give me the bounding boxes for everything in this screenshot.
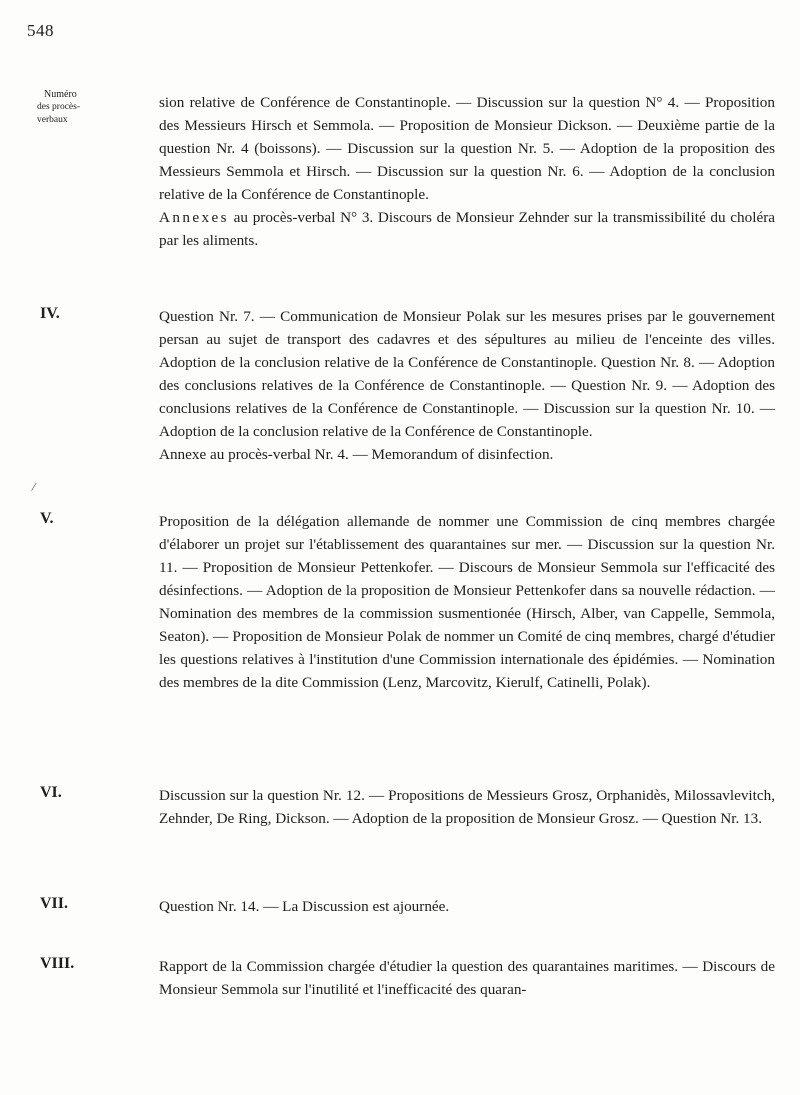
- section-text: [159, 510, 775, 694]
- section-iv: [40, 305, 780, 466]
- section-v: [40, 510, 780, 694]
- paragraph: [159, 895, 775, 918]
- paragraph-text: Question Nr. 14. — La Discussion est ajournée.: [159, 898, 450, 915]
- section-viii: [40, 955, 780, 1001]
- paragraph-text: Proposition de la délégation allemande de nommer une Commission de cinq membres chargée d'élaborer un projet sur l'établissement des quarantaines sur mer. — Discussion sur la question Nr. 11. — Proposition de Monsieur Pettenkofer. — Discours de Monsieur Semmola sur l'efficacité des désinfections. — Adoption de la proposition de Monsieur Pettenkofer dans sa nouvelle rédaction. — Nomination des membres de la commission susmentionée (Hirsch, Alber, van Cappelle, Semmola, Seaton). — Proposition de Monsieur Polak de nommer un Comité de cinq membres, chargé d'étudier les questions relatives à l'institution d'une Commission internationale des épidémies. — Nomination des membres de la dite Commission (Lenz, Marcovitz, Kierulf, Catinelli, Polak).: [159, 513, 775, 691]
- section-text: [159, 895, 775, 918]
- section-number: IV.: [40, 305, 60, 322]
- section-text: [159, 305, 775, 466]
- paragraph: [159, 91, 775, 206]
- section-text: [159, 91, 775, 252]
- paragraph: [159, 206, 775, 252]
- section-number: VIII.: [40, 955, 75, 972]
- paragraph-text: sion relative de Conférence de Constantinople. — Discussion sur la question N° 4. — Proposition des Messieurs Hirsch et Semmola. — Proposition de Monsieur Dickson. — Deuxième partie de la question Nr. 4 (boissons). — Discussion sur la question Nr. 5. — Adoption de la proposition des Messieurs Semmola et Hirsch. — Discussion sur la question Nr. 6. — Adoption de la conclusion relative de la Conférence de Constantinople.: [159, 94, 775, 203]
- section-number: VI.: [40, 784, 62, 801]
- section-text: [159, 784, 775, 830]
- paragraph: [159, 443, 775, 466]
- paragraph: [159, 955, 775, 1001]
- page-number: 548: [27, 21, 54, 40]
- section-continuation: [40, 91, 780, 252]
- spaced-prefix: Annexes: [159, 209, 229, 226]
- paragraph: [159, 305, 775, 443]
- section-number: VII.: [40, 895, 69, 912]
- section-text: [159, 955, 775, 1001]
- paragraph-text: Question Nr. 7. — Communication de Monsieur Polak sur les mesures prises par le gouvernement persan au sujet de transport des cadavres et des sépultures au milieu de l'enceinte des villes. Adoption de la conclusion relative de la Conférence de Constantinople. Question Nr. 8. — Adoption des conclusions relatives de la Conférence de Constantinople. — Question Nr. 9. — Adoption des conclusions relatives de la Conférence de Constantinople. — Discussion sur la question Nr. 10. — Adoption de la conclusion relative de la Conférence de Constantinople.: [159, 308, 775, 440]
- section-vii: [40, 895, 780, 918]
- paragraph-text: Discussion sur la question Nr. 12. — Propositions de Messieurs Grosz, Orphanidès, Milossavlevitch, Zehnder, De Ring, Dickson. — Adoption de la proposition de Monsieur Grosz. — Question Nr. 13.: [159, 787, 775, 827]
- paragraph: [159, 510, 775, 694]
- paragraph-text: Annexe au procès-verbal Nr. 4. — Memorandum of disinfection.: [159, 446, 554, 463]
- column-header-line1: Numéro: [44, 89, 77, 100]
- stray-mark: /: [30, 478, 38, 495]
- section-number: V.: [40, 510, 54, 527]
- column-header-line2: des procès-verbaux: [37, 102, 80, 125]
- section-vi: [40, 784, 780, 830]
- paragraph-text: Rapport de la Commission chargée d'étudier la question des quarantaines maritimes. — Discours de Monsieur Semmola sur l'inutilité et l'inefficacité des quaran-: [159, 958, 775, 998]
- paragraph-text: au procès-verbal N° 3. Discours de Monsieur Zehnder sur la transmissibilité du choléra par les aliments.: [159, 209, 775, 249]
- paragraph: [159, 784, 775, 830]
